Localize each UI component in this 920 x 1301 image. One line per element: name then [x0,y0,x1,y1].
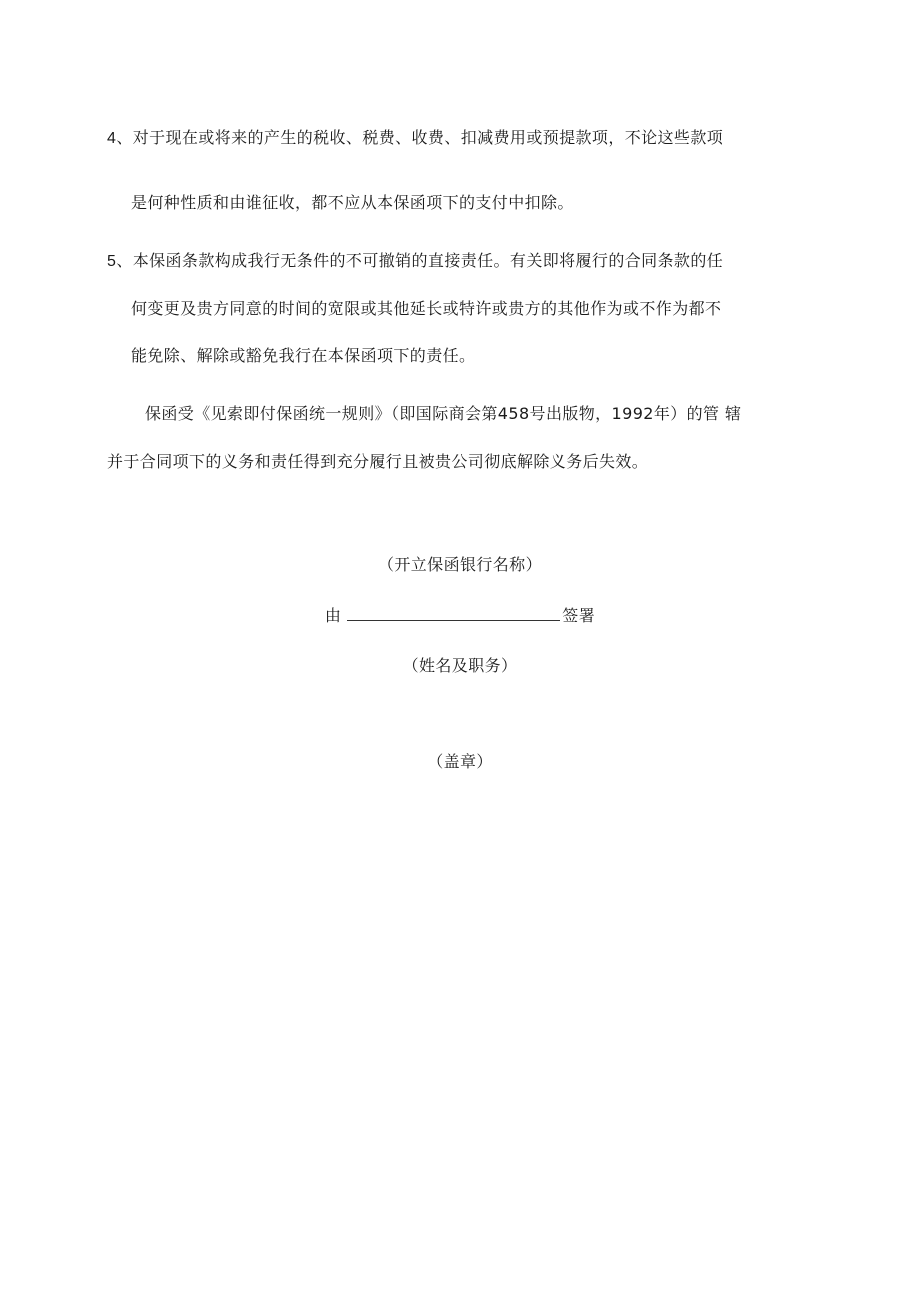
governing-line-2: 并于合同项下的义务和责任得到充分履行且被贵公司彻底解除义务后失效。 [107,452,649,471]
signed-by-line [0,606,920,626]
clause-5-line-2: 何变更及贵方同意的时间的宽限或其他延长或特许或贵方的其他作为或不作为都不 [131,299,722,318]
clause-4-line-1 [107,128,723,149]
clause-4-text-1: 、对于现在或将来的产生的税收、税费、收费、扣减费用或预提款项，不论这些款项 [116,128,724,147]
seal-placeholder: （盖章） [427,752,493,771]
governing-line-1: 保函受《见索即付保函统一规则》（即国际商会第458号出版物，1992年）的管 辖 [145,404,742,423]
signature-blank-line [347,606,560,621]
name-title-placeholder: （姓名及职务） [402,656,518,675]
clause-5-text-1: 、本保函条款构成我行无条件的不可撤销的直接责任。有关即将履行的合同条款的任 [116,251,724,270]
clause-5-line-1 [107,251,723,272]
signed-by-suffix: 签署 [562,606,596,625]
clause-5-number: 5 [107,253,117,270]
signed-by-prefix: 由 [324,606,342,625]
clause-5-line-3: 能免除、解除或豁免我行在本保函项下的责任。 [131,346,476,365]
clause-4-line-2: 是何种性质和由谁征收，都不应从本保函项下的支付中扣除。 [131,193,574,212]
clause-4-number: 4 [107,130,117,147]
bank-name-placeholder: （开立保函银行名称） [377,555,542,574]
